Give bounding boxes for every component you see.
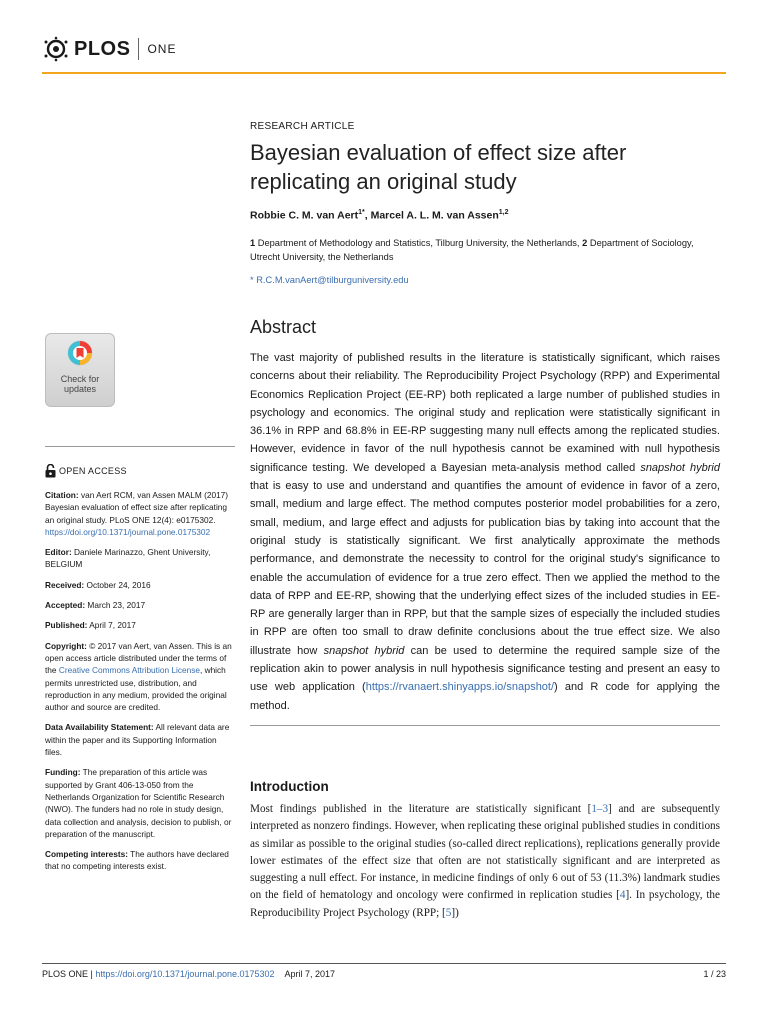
copyright xyxy=(45,640,235,714)
editor-label: Editor: xyxy=(45,547,72,558)
brand-name: PLOS xyxy=(74,37,131,60)
footer-date: April 7, 2017 xyxy=(284,969,336,979)
accepted-date xyxy=(45,599,235,611)
intro-text: ]) xyxy=(451,906,459,919)
editor-text: Daniele Marinazzo, Ghent University, BELGIUM xyxy=(45,547,211,570)
funding-label: Funding: xyxy=(45,767,81,778)
intro-text: ]. In psychology, the Reproducibility Project Psychology (RPP; [ xyxy=(250,889,720,919)
published-label: Published: xyxy=(45,620,88,631)
competing-interests-text: The authors have declared that no competing interests exist. xyxy=(45,849,229,872)
published-text: April 7, 2017 xyxy=(87,620,136,631)
intro-text: Most findings published in the literature are statistically significant [ xyxy=(250,803,592,815)
open-access-text: OPEN ACCESS xyxy=(59,465,127,476)
data-availability-label: Data Availability Statement: xyxy=(45,722,154,733)
received-date xyxy=(45,579,235,591)
competing-interests xyxy=(45,848,235,873)
logo-divider xyxy=(138,38,139,60)
corresponding-email-link[interactable]: R.C.M.vanAert@tilburguniversity.edu xyxy=(256,275,409,285)
corresponding-mark: * xyxy=(250,275,254,285)
author-affiliation-mark: 1* xyxy=(358,209,365,216)
web-app-link[interactable]: https://rvanaert.shinyapps.io/snapshot/ xyxy=(365,681,555,694)
received-text: October 24, 2016 xyxy=(84,579,151,590)
copyright-text: © 2017 van Aert, van Assen. This is an open access article distributed under the terms of the xyxy=(45,640,232,676)
accepted-text: March 23, 2017 xyxy=(85,600,146,611)
footer-doi-link[interactable]: https://doi.org/10.1371/journal.pone.0175302 xyxy=(95,969,275,979)
affiliation-text: Department of Sociology, Utrecht University, the Netherlands xyxy=(250,238,694,262)
badge-label: updates xyxy=(63,384,97,394)
method-name: snapshot hybrid xyxy=(323,644,405,657)
data-availability-text: All relevant data are within the paper and its Supporting Information files. xyxy=(45,722,230,758)
funding xyxy=(45,766,235,840)
citation-text: van Aert RCM, van Assen MALM (2017) Bayesian evaluation of effect size after replicating an original study. PLoS ONE 12(4): e0175302. xyxy=(45,490,229,525)
method-name: snapshot hybrid xyxy=(640,461,720,474)
introduction-body xyxy=(250,801,720,922)
citation-doi-link[interactable]: https://doi.org/10.1371/journal.pone.0175302 xyxy=(45,526,211,537)
footer-separator: | xyxy=(88,969,96,979)
article-type: RESEARCH ARTICLE xyxy=(250,121,355,132)
intro-text: ] and are subsequently interpreted as nonzero findings. However, when replicating these original published studies in conditions as similar as possible to the original studies (so-called direct replications), replications generally provide lower estimates of the effect size that often are not statistically significant and are interpreted as suggesting a null effect. For instance, in medicine findings of only 6 out of 53 (11.3%) landmark studies on the field of hematology and oncology were confirmed in replication studies [ xyxy=(250,803,720,902)
abstract-text: that is easy to use and understand and quantifies the amount of evidence in favor of a zero, small, medium and large effect. The method computes posterior model probabilities for a zero, small, medium, and large effect and adjusts for publication bias by taking into account that the original study is statistically significant. We first analytically approximate the methods performance, and demonstrate the necessity to control for the original study's significance to enable the accumulation of evidence for a true zero effect. Then we applied the method to the data of RPP and EE-RP, showing that the underlying effect sizes of the included studies in EE-RP are generally larger than in RPP, but that the sample sizes of especially the included studies in RPP are often too small to draw definite conclusions about the true effect size. We also illustrate how xyxy=(250,480,720,657)
copyright-label: Copyright: xyxy=(45,640,87,651)
affiliation-number: 1 xyxy=(250,238,256,248)
published-date xyxy=(45,619,235,631)
journal-name: ONE xyxy=(147,42,177,56)
editor xyxy=(45,546,235,571)
author-affiliation-mark: 1,2 xyxy=(498,209,509,216)
citation-label: Citation: xyxy=(45,490,79,500)
accepted-label: Accepted: xyxy=(45,600,86,611)
plos-logo-icon xyxy=(42,36,70,62)
corresponding-author xyxy=(250,275,720,285)
author-list: Robbie C. M. van Aert$^{1*}$, Marcel A. L. M. van Assen$^{1,2}$ xyxy=(250,209,509,222)
reference-link[interactable]: 1–3 xyxy=(591,803,609,815)
citation xyxy=(45,489,235,538)
author-name[interactable]: Robbie C. M. van Aert xyxy=(250,209,359,222)
abstract-text: can be used to determine the required sample size of the replication akin to power analysis in null hypothesis significance testing and present an easy to use web application ( xyxy=(250,644,720,694)
introduction-heading: Introduction xyxy=(250,779,329,794)
abstract-text: ) and R code for applying the method. xyxy=(250,681,720,712)
plos-one-logo xyxy=(42,36,176,62)
data-availability xyxy=(45,721,235,758)
affiliation-text: Department of Methodology and Statistics, Tilburg University, the Netherlands, xyxy=(255,238,583,248)
footer-journal: PLOS ONE xyxy=(42,969,89,979)
badge-label: Check for xyxy=(60,374,100,384)
crossmark-icon xyxy=(67,340,93,366)
abstract-body xyxy=(250,349,720,715)
license-link[interactable]: Creative Commons Attribution License xyxy=(58,665,200,676)
open-access-label xyxy=(45,464,235,478)
received-label: Received: xyxy=(45,579,85,590)
check-for-updates-badge[interactable] xyxy=(45,333,115,407)
sidebar-divider xyxy=(45,446,235,447)
reference-link[interactable]: 4 xyxy=(619,889,626,902)
reference-link[interactable]: 5 xyxy=(445,906,452,919)
abstract-text: The vast majority of published results in the literature is statistically significant, which raises concerns about their reliability. The Reproducibility Project Psychology (RPP) and Experimental Economics Replication Project (EE-RP) both replicated a large number of published studies in psychology and economics. The original study and replication were statistically significant in 36.1% in RPP and 68.8% in EE-RP suggesting many null effects among the replicated studies. However, evidence in favor of the null hypothesis cannot be examined with null hypothesis significance testing. We developed a Bayesian meta-analysis method called xyxy=(250,352,720,474)
competing-interests-label: Competing interests: xyxy=(45,849,128,860)
article-title: Bayesian evaluation of effect size after replicating an original study xyxy=(250,140,627,194)
footer-rule xyxy=(42,963,726,964)
author-name[interactable]: Marcel A. L. M. van Assen xyxy=(370,209,499,222)
page-footer xyxy=(42,969,726,979)
article-metadata xyxy=(45,489,235,881)
header-rule xyxy=(42,72,726,74)
affiliation-number: 2 xyxy=(582,238,588,248)
copyright-text: , which permits unrestricted use, distribution, and reproduction in any medium, provided the original author and source are credited. xyxy=(45,665,227,713)
funding-text: The preparation of this article was supported by Grant 406-13-050 from the Netherlands Organization for Scientific Research (NWO). The funders had no role in study design, data collection and analysis, decision to publish, or preparation of the manuscript. xyxy=(45,767,232,839)
abstract-heading: Abstract xyxy=(250,317,317,337)
open-lock-icon xyxy=(45,464,56,478)
page-number: 1 / 23 xyxy=(703,969,726,979)
abstract-divider xyxy=(250,725,720,726)
affiliations xyxy=(250,236,720,264)
